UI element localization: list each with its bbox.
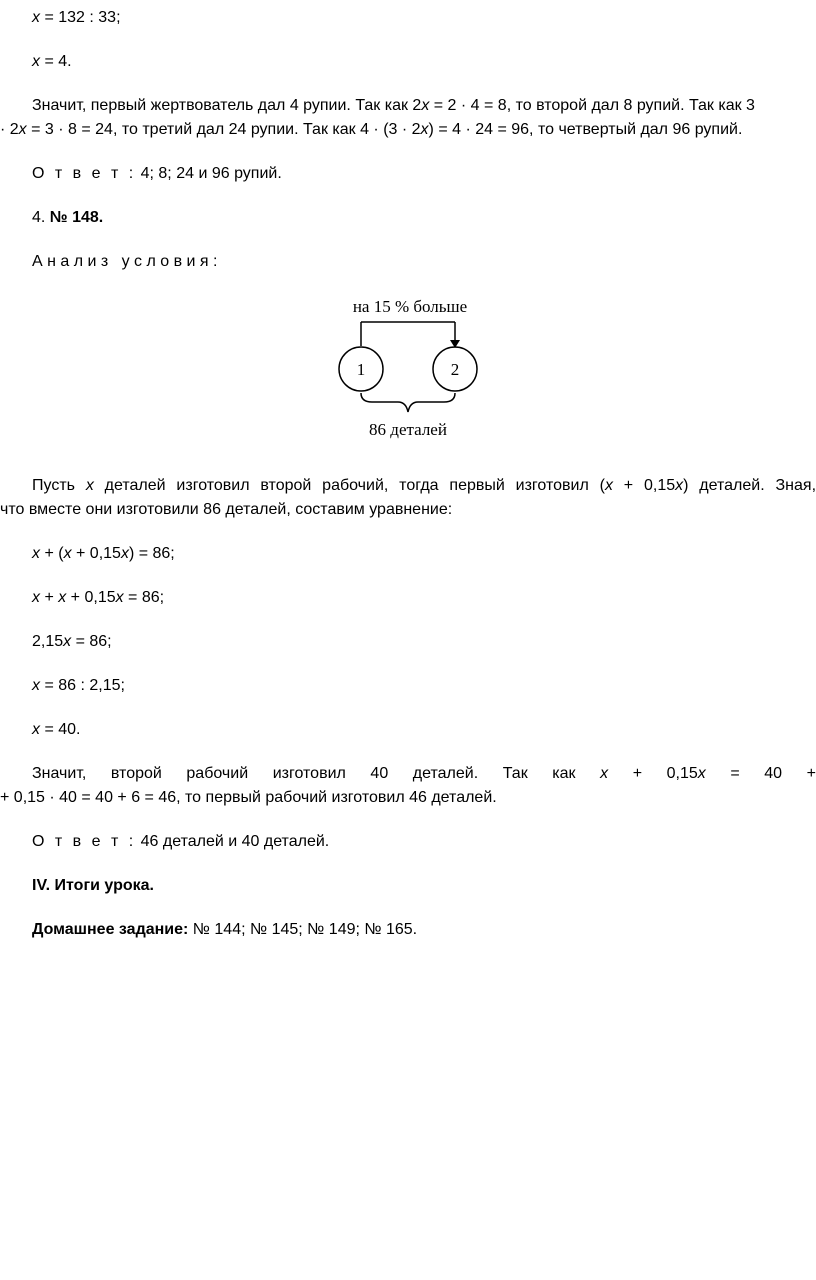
equation-line: x = 132 : 33; — [32, 9, 121, 26]
curly-brace — [361, 393, 455, 412]
paragraph-line: Значит, первый жертвователь дал 4 рупии. Так как 2x = 2 · 4 = 8, то второй дал 8 рупий. Так как 3 — [32, 97, 755, 114]
equation-line: x = 4. — [32, 53, 72, 70]
problem-diagram — [330, 290, 490, 445]
paragraph-line: Пусть x деталей изготовил второй рабочий, тогда первый изготовил (x + 0,15x) деталей. Зная, — [32, 477, 816, 494]
homework-label: Домашнее задание: — [32, 921, 189, 938]
diagram-svg — [330, 290, 490, 445]
answer-line — [32, 832, 329, 852]
paragraph-line: · 2x = 3 · 8 = 24, то третий дал 24 рупии. Так как 4 · (3 · 2x) = 4 · 24 = 96, то четвертый дал 96 рупий. — [0, 121, 743, 138]
answer-text: 46 деталей и 40 деталей. — [136, 833, 330, 850]
homework-line — [32, 920, 417, 940]
equation-line: 2,15x = 86; — [32, 633, 112, 650]
text: = 132 : 33; — [40, 9, 121, 26]
equation-line: x = 86 : 2,15; — [32, 677, 125, 694]
equation-line: x + x + 0,15x = 86; — [32, 589, 165, 606]
answer-label: О т в е т : — [32, 833, 137, 850]
diagram-bottom-label: 86 деталей — [369, 420, 447, 439]
answer-line — [32, 164, 282, 184]
paragraph-line: + 0,15 · 40 = 40 + 6 = 46, то первый рабочий изготовил 46 деталей. — [0, 789, 497, 806]
paragraph-line: Значит, второй рабочий изготовил 40 деталей. Так как x + 0,15x = 40 + — [32, 765, 816, 782]
section-heading: IV. Итоги урока. — [32, 877, 154, 894]
paragraph-line: что вместе они изготовили 86 деталей, составим уравнение: — [0, 501, 453, 518]
task-title: № 148. — [49, 209, 104, 226]
circle-2-label: 2 — [450, 360, 460, 379]
task-number: 4. — [32, 209, 46, 226]
answer-label: О т в е т : — [32, 165, 137, 182]
analysis-heading: А н а л и з у с л о в и я : — [32, 253, 218, 270]
homework-text: № 144; № 145; № 149; № 165. — [188, 921, 418, 938]
task-heading — [32, 208, 103, 228]
answer-text: 4; 8; 24 и 96 рупий. — [136, 165, 282, 182]
diagram-top-label: на 15 % больше — [352, 297, 468, 316]
circle-1-label: 1 — [356, 360, 366, 379]
equation-line: x + (x + 0,15x) = 86; — [32, 545, 175, 562]
equation-line: x = 40. — [32, 721, 81, 738]
